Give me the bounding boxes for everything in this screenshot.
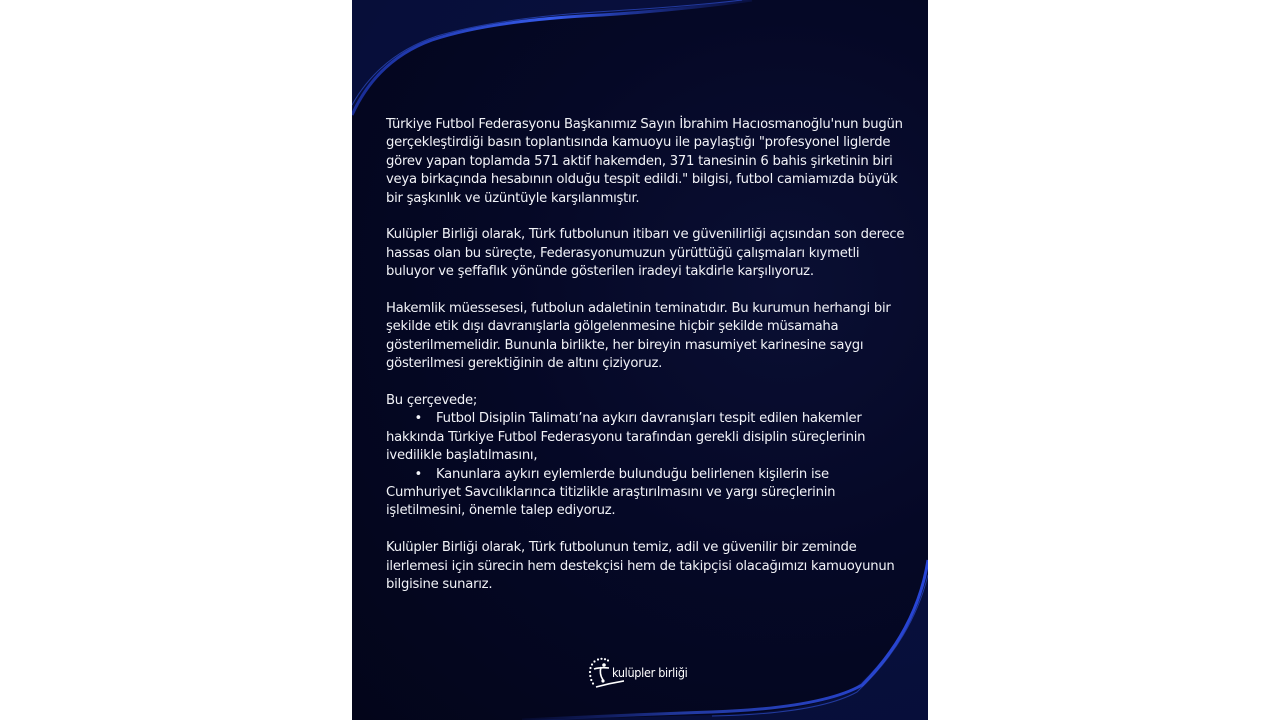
list-item-text: Futbol Disiplin Talimatı’na aykırı davranışları tespit edilen hakemler hakkında Türkiye Futbol Federasyonu tarafından gerekli disiplin süreçlerinin ivedilikle başlatılmasını, [386, 411, 866, 464]
list-item [386, 410, 906, 465]
list-item [386, 466, 906, 521]
demands-list [386, 392, 906, 521]
statement-poster [352, 0, 928, 720]
bullet-icon: • [414, 466, 422, 482]
bullet-icon: • [414, 411, 422, 427]
paragraph: Hakemlik müessesesi, futbolun adaletinin teminatıdır. Bu kurumun herhangi bir şekilde etik dışı davranışlarla gölgelenmesine hiçbir şekilde müsamaha gösterilmemelidir. Bununla birlikte, her bireyin masumiyet karinesine saygı gösterilmesi gerektiğinin de altını çiziyoruz. [386, 301, 891, 372]
closing-paragraph: Kulüpler Birliği olarak, Türk futbolunun temiz, adil ve güvenilir bir zeminde ilerlemesi için sürecin hem destekçisi hem de takipçisi olacağımızı kamuoyunun bilgisine sunarız. [386, 540, 895, 593]
statement-body [386, 116, 906, 613]
logo [584, 654, 704, 694]
paragraph: Türkiye Futbol Federasyonu Başkanımız Sayın İbrahim Hacıosmanoğlu'nun bugün gerçekleştirdiği basın toplantısında kamuoyu ile paylaştığı "profesyonel liglerde görev yapan toplamda 571 aktif hakemden, 371 tanesinin 6 bahis şirketinin biri veya birkaçında hesabının olduğu tespit edildi." bilgisi, futbol camiamızda büyük bir şaşkınlık ve üzüntüyle karşılanmıştır. [386, 117, 903, 206]
list-item-text: Kanunlara aykırı eylemlerde bulunduğu belirlenen kişilerin ise Cumhuriyet Savcılıklarınca titizlikle araştırılmasını ve yargı süreçlerinin işletilmesini, önemle talep ediyoruz. [386, 466, 836, 519]
paragraph: Kulüpler Birliği olarak, Türk futbolunun itibarı ve güvenilirliği açısından son derece hassas olan bu süreçte, Federasyonumuzun yürüttüğü çalışmaları kıymetli buluyor ve şeffaflık yönünde gösterilen iradeyi takdirle karşılıyoruz. [386, 227, 905, 280]
logo-text: kulüpler birliği [612, 665, 688, 680]
list-intro: Bu çerçevede; [386, 393, 478, 409]
